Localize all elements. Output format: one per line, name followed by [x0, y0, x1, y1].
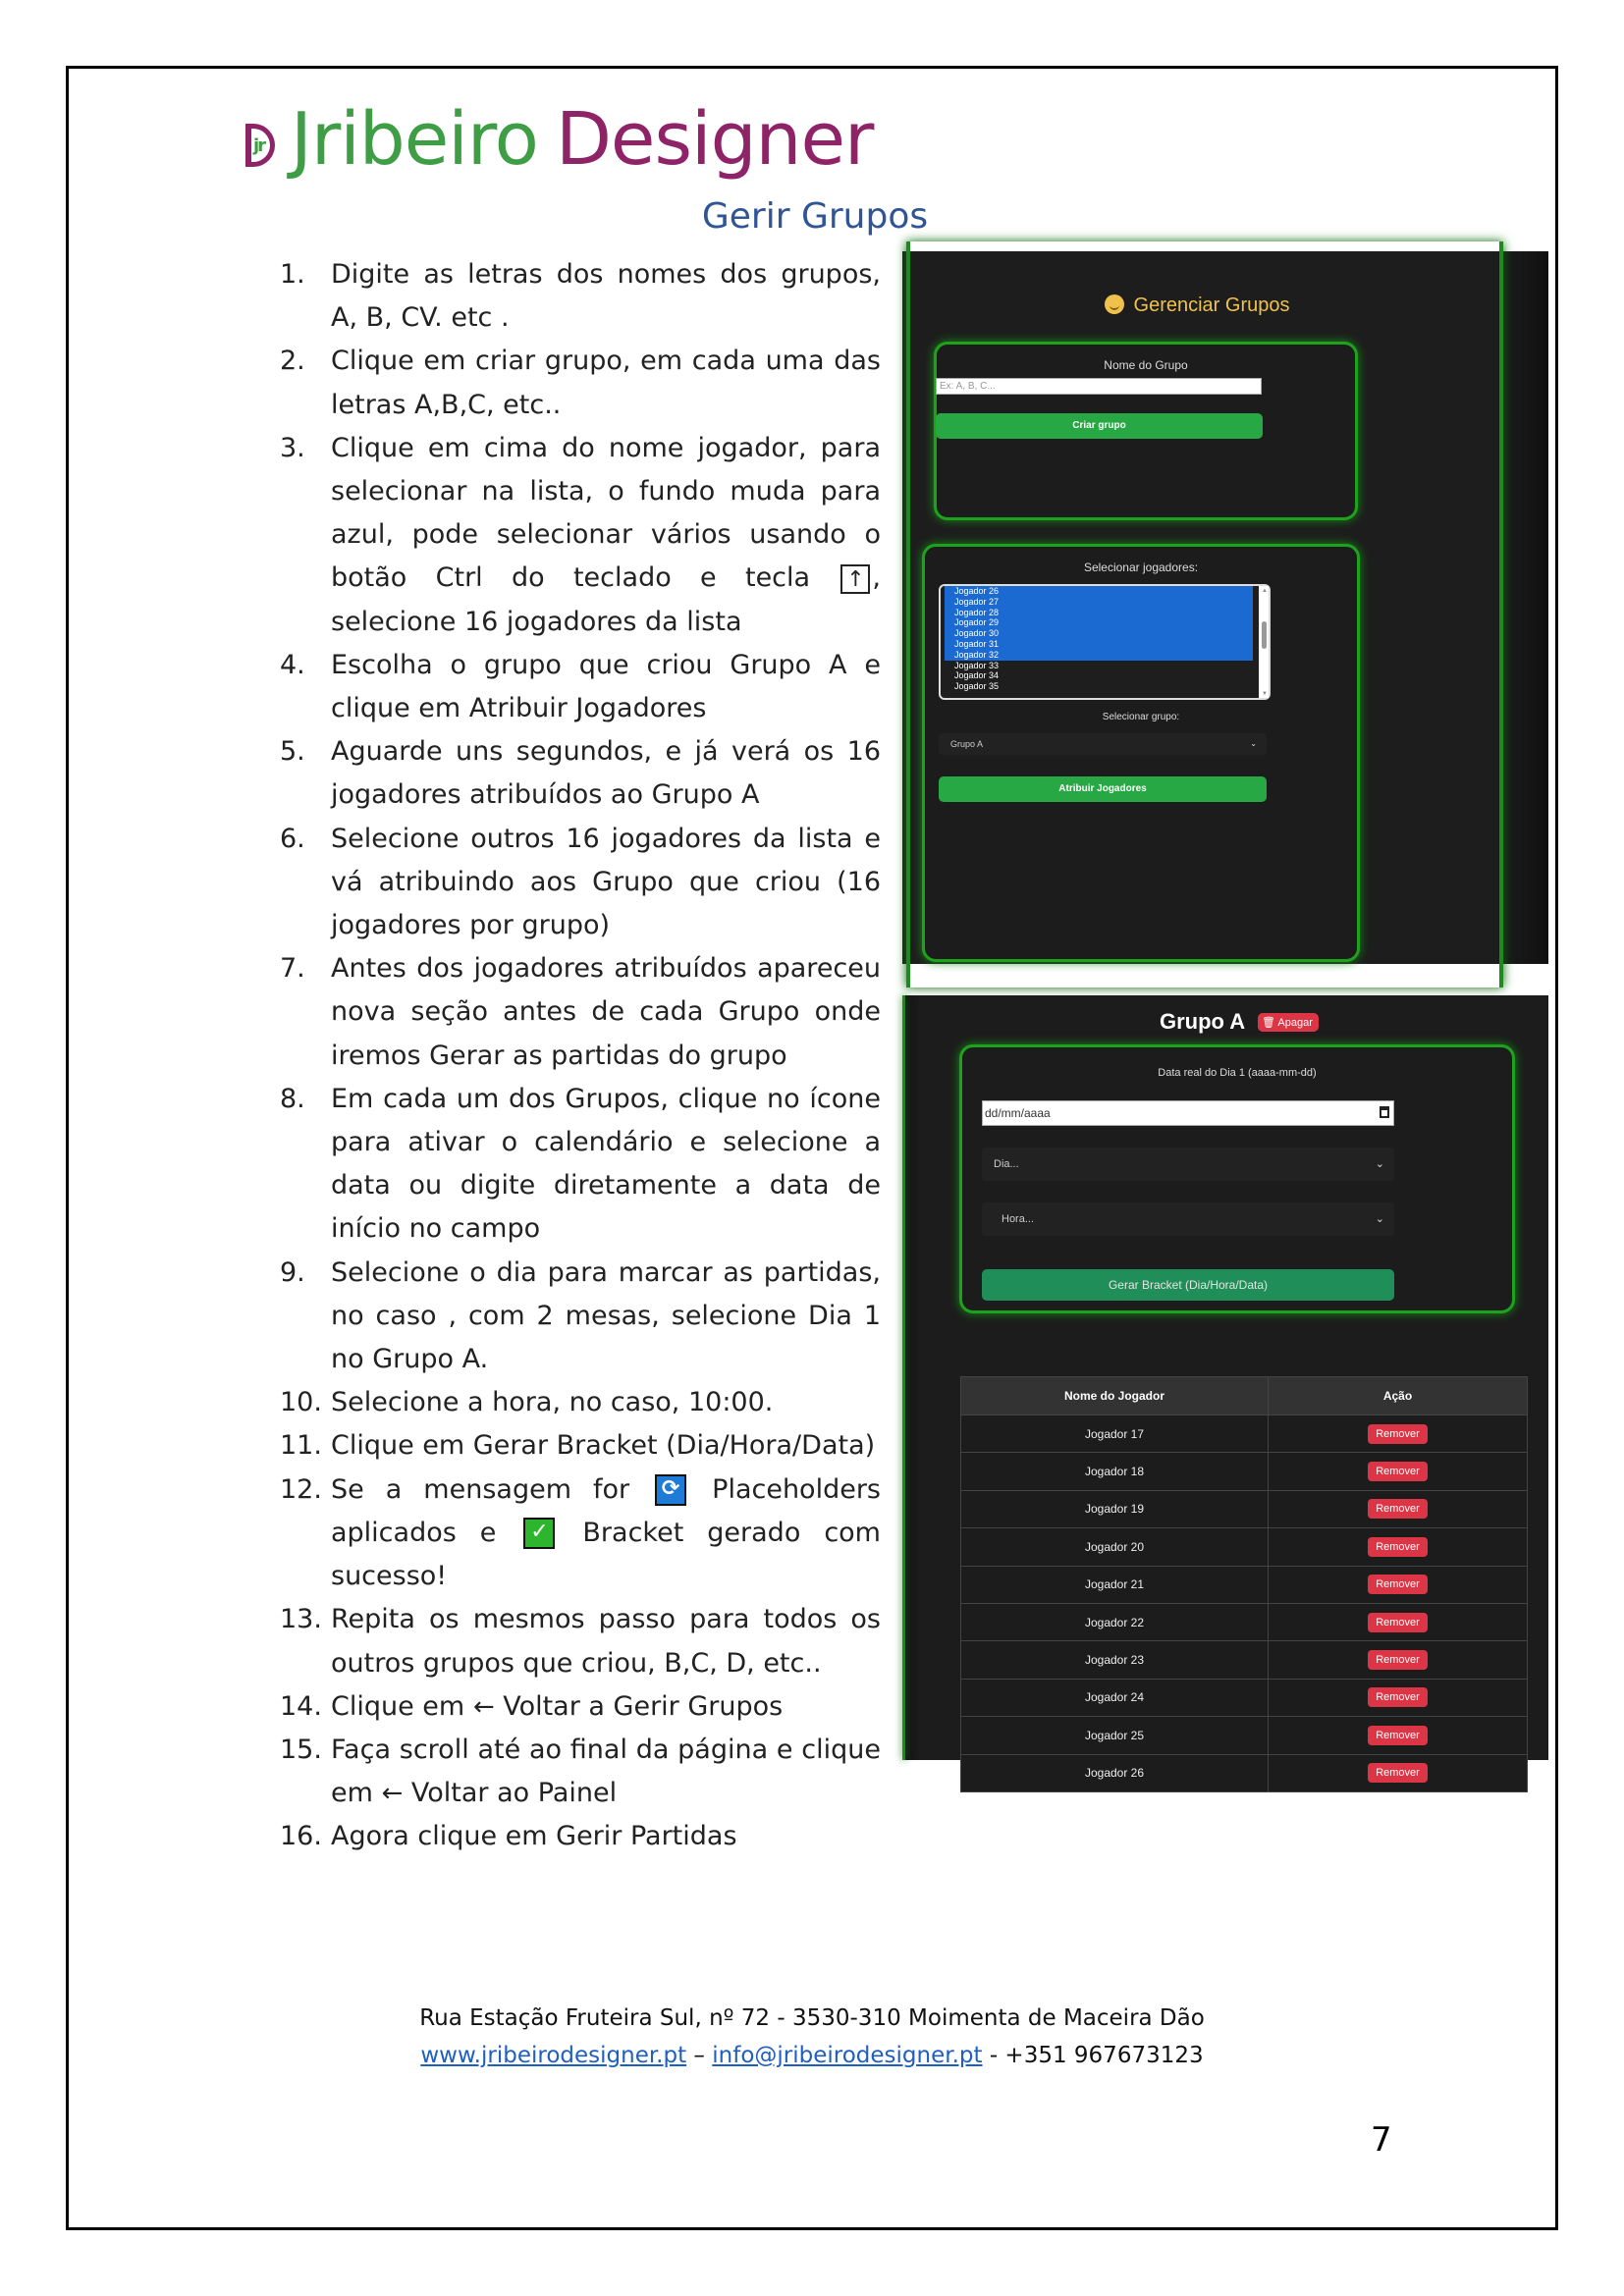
table-row [961, 1603, 1528, 1640]
delete-group-button[interactable]: 🗑 Apagar [1258, 1013, 1319, 1032]
player-name-cell: Jogador 23 [961, 1641, 1269, 1679]
action-cell [1269, 1415, 1528, 1453]
remove-player-button[interactable]: Remover [1368, 1726, 1428, 1745]
player-name-cell: Jogador 25 [961, 1717, 1269, 1754]
step-item: 7. Antes dos jogadores atribuídos apareceu nova seção antes de cada Grupo onde iremos Gerar as partidas do grupo [280, 953, 881, 1071]
scrollbar-thumb[interactable] [1262, 621, 1267, 649]
remove-player-button[interactable]: Remover [1368, 1650, 1428, 1670]
player-option[interactable]: Jogador 28 [945, 608, 1253, 618]
remove-player-button[interactable]: Remover [1368, 1575, 1428, 1594]
select-players-label: Selecionar jogadores: [1083, 561, 1199, 574]
table-row [961, 1490, 1528, 1527]
player-option[interactable]: Jogador 27 [945, 597, 1253, 608]
player-name-cell: Jogador 17 [961, 1415, 1269, 1453]
column-header-player-name: Nome do Jogador [961, 1377, 1269, 1415]
scroll-up-icon[interactable]: ▲ [1262, 588, 1268, 594]
bracket-generator-card [959, 1044, 1515, 1313]
player-name-cell: Jogador 21 [961, 1566, 1269, 1603]
calendar-icon[interactable] [1380, 1106, 1389, 1118]
action-cell [1269, 1679, 1528, 1716]
group-name-label: Nome do Grupo [1104, 358, 1188, 372]
player-option[interactable]: Jogador 33 [954, 660, 1000, 670]
action-cell [1269, 1603, 1528, 1640]
chevron-down-icon: ⌄ [1375, 1158, 1384, 1170]
remove-player-button[interactable]: Remover [1368, 1537, 1428, 1557]
footer-contacts: www.jribeirodesigner.pt – info@jribeirodesigner.pt - +351 967673123 [420, 2043, 1204, 2068]
step-item: 10. Selecione a hora, no caso, 10:00. [280, 1387, 774, 1418]
date-label: Data real do Dia 1 (aaaa-mm-dd) [1158, 1067, 1317, 1079]
email-link[interactable]: info@jribeirodesigner.pt [712, 2043, 983, 2068]
step-item: 1. Digite as letras dos nomes dos grupos, A, B, CV. etc . [280, 259, 881, 334]
table-row [961, 1679, 1528, 1716]
shift-up-arrow-key-icon: ↑ [840, 564, 870, 594]
trash-icon: 🗑 [1262, 1017, 1275, 1029]
step-item: 3. Clique em cima do nome jogador, para selecionar na lista, o fundo muda para azul, pode selecionar vários usando o botão Ctrl do teclado e tecla ↑ , selecione 16 jogadores da lista [280, 432, 881, 637]
player-option[interactable]: Jogador 32 [945, 650, 1253, 661]
refresh-icon: ⟳ [655, 1474, 686, 1506]
action-cell [1269, 1641, 1528, 1679]
player-name-cell: Jogador 19 [961, 1490, 1269, 1527]
step-item: 6. Selecione outros 16 jogadores da lista e vá atribuindo aos Grupo que criou (16 jogadores por grupo) [280, 823, 881, 941]
player-name-cell: Jogador 26 [961, 1754, 1269, 1791]
step-item: 14. Clique em ← Voltar a Gerir Grupos [280, 1690, 784, 1722]
day-select[interactable]: Dia... ⌄ [982, 1148, 1394, 1181]
step-item: 13. Repita os mesmos passo para todos os outros grupos que criou, B,C, D, etc.. [280, 1604, 881, 1679]
assign-players-card [922, 544, 1360, 962]
player-option[interactable]: Jogador 30 [945, 628, 1253, 639]
screenshot-group-a [902, 995, 1548, 1781]
chevron-down-icon: ⌄ [1375, 1213, 1384, 1225]
player-option[interactable]: Jogador 35 [954, 681, 1000, 692]
remove-player-button[interactable]: Remover [1368, 1687, 1428, 1707]
action-cell [1269, 1754, 1528, 1791]
page-number: 7 [1371, 2120, 1392, 2160]
logo-word-designer: Designer [555, 97, 874, 182]
check-icon: ✓ [523, 1518, 555, 1549]
action-cell [1269, 1717, 1528, 1754]
action-cell [1269, 1490, 1528, 1527]
phone-number: - +351 967673123 [982, 2043, 1204, 2068]
table-header-row [961, 1377, 1528, 1415]
table-row [961, 1717, 1528, 1754]
step-item: 4. Escolha o grupo que criou Grupo A e clique em Atribuir Jogadores [280, 649, 881, 724]
listbox-scrollbar[interactable] [1259, 586, 1269, 698]
screenshot-manage-groups [902, 251, 1548, 964]
website-link[interactable]: www.jribeirodesigner.pt [420, 2043, 687, 2068]
table-row [961, 1528, 1528, 1566]
create-group-button[interactable]: Criar grupo [936, 413, 1263, 439]
player-option[interactable]: Jogador 34 [954, 670, 1000, 681]
remove-player-button[interactable]: Remover [1368, 1499, 1428, 1519]
instruction-steps [280, 253, 881, 1859]
step-item: 8. Em cada um dos Grupos, clique no ícone para ativar o calendário e selecione a data ou digite diretamente a data de início no campo [280, 1083, 881, 1245]
assign-players-button[interactable]: Atribuir Jogadores [939, 776, 1267, 802]
table-row [961, 1415, 1528, 1453]
remove-player-button[interactable]: Remover [1368, 1763, 1428, 1783]
table-row [961, 1453, 1528, 1490]
left-arrow-icon: ← [472, 1691, 495, 1722]
action-cell [1269, 1453, 1528, 1490]
footer-address: Rua Estação Fruteira Sul, nº 72 - 3530-310 Moimenta de Maceira Dão [419, 2005, 1205, 2031]
document-title: Gerir Grupos [701, 196, 929, 237]
table-row [961, 1566, 1528, 1603]
smiley-icon [1105, 294, 1124, 314]
step-item: 12. Se a mensagem for ⟳ Placeholders aplicados e ✓ Bracket gerado com sucesso! [280, 1473, 881, 1592]
player-name-cell: Jogador 20 [961, 1528, 1269, 1566]
chevron-down-icon: ⌄ [1250, 739, 1257, 748]
generate-bracket-button[interactable]: Gerar Bracket (Dia/Hora/Data) [982, 1269, 1394, 1301]
remove-player-button[interactable]: Remover [1368, 1613, 1428, 1632]
left-arrow-icon: ← [381, 1779, 404, 1809]
players-listbox[interactable] [939, 584, 1271, 700]
player-option[interactable]: Jogador 26 [945, 586, 1253, 597]
table-row [961, 1641, 1528, 1679]
group-title: Grupo A [1160, 1009, 1246, 1034]
logo-word-jribeiro: Jribeiro [291, 97, 538, 182]
action-cell [1269, 1566, 1528, 1603]
remove-player-button[interactable]: Remover [1368, 1424, 1428, 1444]
step-item: 16. Agora clique em Gerir Partidas [280, 1821, 737, 1852]
create-group-card [934, 342, 1358, 520]
player-option[interactable]: Jogador 29 [945, 617, 1253, 628]
logo-mark-icon: jr [245, 124, 283, 175]
step-item: 5. Aguarde uns segundos, e já verá os 16 jogadores atribuídos ao Grupo A [280, 736, 881, 811]
step-item: 9. Selecione o dia para marcar as partidas, no caso , com 2 mesas, selecione Dia 1 no Grupo A. [280, 1256, 881, 1375]
remove-player-button[interactable]: Remover [1368, 1462, 1428, 1481]
group-name-input[interactable]: Ex: A, B, C... [936, 378, 1262, 395]
column-header-action: Ação [1269, 1377, 1528, 1415]
scroll-down-icon[interactable]: ▼ [1262, 691, 1268, 697]
group-select[interactable]: Grupo A ⌄ [939, 733, 1267, 755]
player-name-cell: Jogador 18 [961, 1453, 1269, 1490]
step-item: 15. Faça scroll até ao final da página e clique em ← Voltar ao Painel [280, 1734, 881, 1809]
player-option[interactable]: Jogador 31 [945, 639, 1253, 650]
step-item: 2. Clique em criar grupo, em cada uma das letras A,B,C, etc.. [280, 346, 881, 420]
hour-select[interactable]: Hora... ⌄ [982, 1202, 1394, 1236]
step-item: 11. Clique em Gerar Bracket (Dia/Hora/Data) [280, 1430, 876, 1462]
player-name-cell: Jogador 24 [961, 1679, 1269, 1716]
player-name-cell: Jogador 22 [961, 1603, 1269, 1640]
date-input[interactable]: dd/mm/aaaa [982, 1100, 1394, 1126]
panel-border-line [902, 995, 905, 1760]
company-logo [245, 90, 873, 188]
table-row [961, 1754, 1528, 1791]
select-group-label: Selecionar grupo: [1102, 712, 1180, 722]
players-table [960, 1376, 1528, 1792]
action-cell [1269, 1528, 1528, 1566]
manage-groups-title: Gerenciar Grupos [902, 294, 1491, 317]
